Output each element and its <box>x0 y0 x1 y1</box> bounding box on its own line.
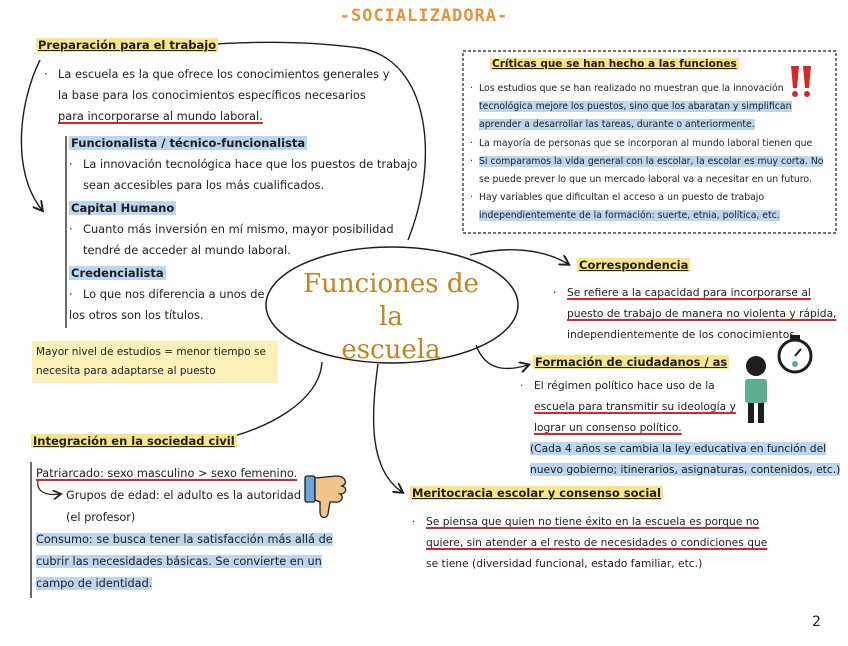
criticas-heading: Críticas que se han hecho a las funciones <box>492 58 737 70</box>
preparacion-intro: · La escuela es la que ofrece los conocimientos generales y la base para los conocimientos específicos necesarios para incorporarse al mundo laboral. <box>44 67 390 123</box>
center-title <box>296 268 486 367</box>
ciudadanos-extra: (Cada 4 años se cambia la ley educativa en función del nuevo gobierno; itinerarios, asignaturas, contenidos, etc.) <box>530 442 841 476</box>
page-number: 2 <box>812 614 821 630</box>
integracion-heading: Integración en la sociedad civil <box>33 434 235 448</box>
page-title: -SOCIALIZADORA- <box>339 6 509 26</box>
list-item: · Los estudios que se han realizado no muestran que la innovación <box>470 83 784 94</box>
meritocracia-text: · Se piensa que quien no tiene éxito en la escuela es porque no quiere, sin atender a el resto de necesidades o condiciones que se tiene (diversidad funcional, estado familiar, etc.) <box>412 515 768 570</box>
ciudadanos-text: · El régimen político hace uso de la escuela para transmitir su ideología y lograr un consenso político. <box>520 379 736 434</box>
ciudadanos-heading: Formación de ciudadanos / as <box>535 355 728 369</box>
correspondencia-text: · Se refiere a la capacidad para incorporarse al puesto de trabajo de manera no violenta y rápida, independientemente de los conocimientos. <box>553 286 837 341</box>
center-title-line2: escuela <box>341 335 441 365</box>
criticas-list: · Los estudios que se han realizado no muestran que la innovación tecnológica mejore los puestos, sino que los abaratan y simplifican aprender a desarrollar las tareas, durante o anteriormente. · La mayoría de personas que se incorporan al mundo laboral tienen que · Si comparamos la vida general con la escolar, la escolar es muy corta. No se puede prever lo que un mercado laboral va a necesitar en un futuro. · Hay variables que dificultan el acceso a un puesto de trabajo independientemente de la formación: suerte, etnia, política, etc. <box>470 80 832 226</box>
credencialista-block: Credencialista · Lo que nos diferencia a unos de los otros son los títulos. <box>69 266 265 322</box>
correspondencia-heading: Correspondencia <box>579 258 689 272</box>
preparacion-heading: Preparación para el trabajo <box>38 38 217 52</box>
note-box: Mayor nivel de estudios = menor tiempo se necesita para adaptarse al puesto <box>32 341 278 383</box>
funcionalista-block: Funcionalista / técnico-funcionalista · La innovación tecnológica hace que los puestos de trabajo sean accesibles para los más cualificados. <box>69 136 418 192</box>
list-item: · La mayoría de personas que se incorporan al mundo laboral tienen que <box>470 137 813 149</box>
person-stopwatch-icon <box>745 335 811 423</box>
exclaim-text <box>790 60 791 61</box>
center-title-line1: Funciones de la <box>303 269 479 332</box>
list-item: · Si comparamos la vida general con la escolar, la escolar es muy corta. No <box>470 155 824 167</box>
integracion-text: Patriarcado: sexo masculino > sexo femenino. Grupos de edad: el adulto es la autoridad (el profesor) Consumo: se busca tener la satisfacción más allá de cubrir las necesidades básicas. Se convierte en un campo de identidad. <box>36 467 333 590</box>
list-item: · Hay variables que dificultan el acceso a un puesto de trabajo <box>470 192 765 204</box>
meritocracia-heading: Meritocracia escolar y consenso social <box>412 486 661 500</box>
capital-humano-block: Capital Humano · Cuanto más inversión en mí mismo, mayor posibilidad tendré de acceder al mundo laboral. <box>69 201 394 257</box>
